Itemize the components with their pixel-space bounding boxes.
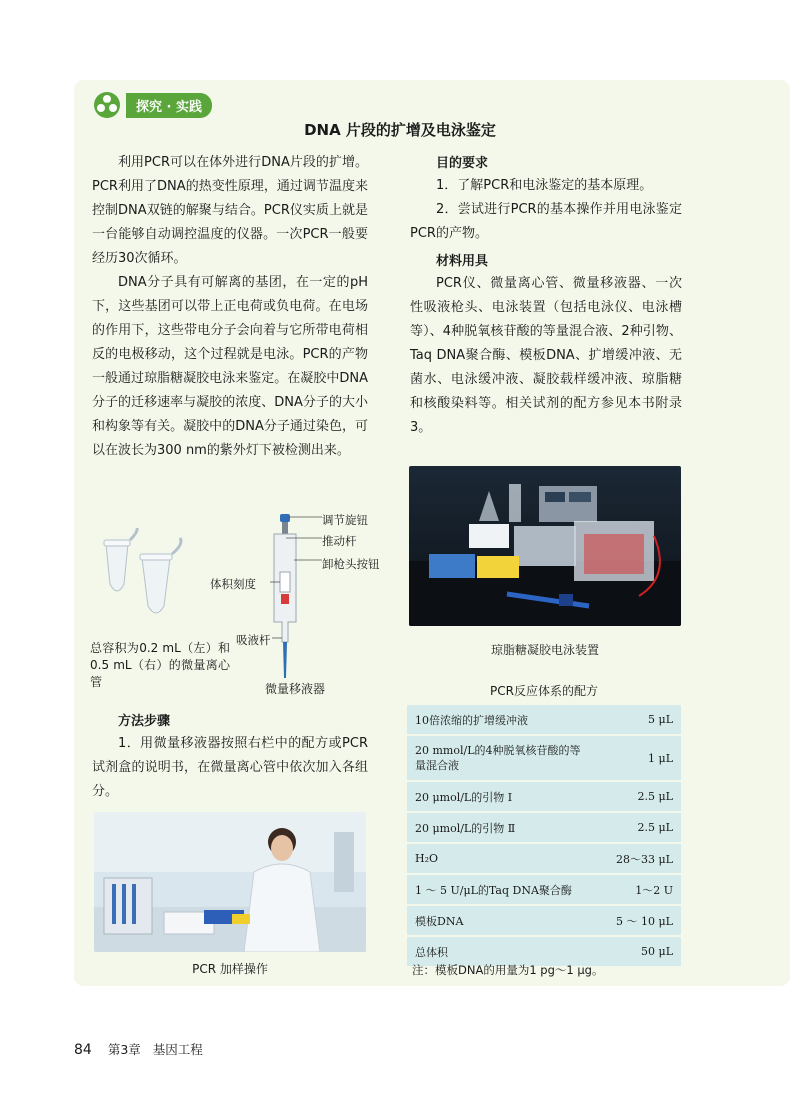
label-adjust-knob: 调节旋钮 — [322, 513, 368, 527]
pcr-operation-photo — [94, 812, 366, 952]
centrifuge-tubes-illustration — [100, 528, 190, 616]
materials-heading: 材料用具 — [436, 254, 489, 269]
recipe-item: 20 μmol/L的引物 Ⅱ — [407, 812, 595, 843]
recipe-item: 10倍浓缩的扩增缓冲液 — [407, 705, 595, 735]
recipe-amount: 2.5 μL — [595, 812, 681, 843]
recipe-amount: 28～33 μL — [595, 843, 681, 874]
recipe-amount: 1～2 U — [595, 874, 681, 905]
table-row — [407, 705, 681, 735]
materials-text: PCR仪、微量离心管、微量移液器、一次性吸液枪头、电泳装置（包括电泳仪、电泳槽等）、4种脱氧核苷酸的等量混合液、2种引物、Taq DNA聚合酶、模板DNA、扩增缓冲液、无菌水、电泳缓冲液、凝胶载样缓冲液、琼脂糖和核酸染料等。相关试剂的配方参见本书附录3。 — [410, 276, 682, 435]
recipe-item: 模板DNA — [407, 905, 595, 936]
page-number: 84 — [74, 1042, 92, 1058]
label-volume-scale: 体积刻度 — [210, 577, 256, 591]
table-row — [407, 874, 681, 905]
chapter-title: 基因工程 — [152, 1042, 203, 1057]
intro-paragraph-1: 利用PCR可以在体外进行DNA片段的扩增。PCR利用了DNA的热变性原理，通过调节温度来控制DNA双链的解聚与结合。PCR仪实质上就是一台能够自动调控温度的仪器。一次PCR一般要经历30次循环。 — [92, 155, 368, 266]
chapter-number: 第3章 — [107, 1042, 141, 1057]
recipe-item: H₂O — [407, 843, 595, 874]
recipe-item: 1 ～ 5 U/μL的Taq DNA聚合酶 — [407, 874, 595, 905]
recipe-item: 总体积 — [407, 936, 595, 967]
page-footer — [74, 1040, 203, 1058]
recipe-amount: 5 μL — [595, 705, 681, 735]
pcr-recipe-table — [407, 705, 681, 968]
method-step-1: 1．用微量移液器按照右栏中的配方或PCR试剂盒的说明书，在微量离心管中依次加入各组分。 — [92, 736, 368, 799]
goal-item-1: 1．了解PCR和电泳鉴定的基本原理。 — [436, 178, 653, 193]
recipe-amount: 1 μL — [595, 735, 681, 781]
explore-logo-icon — [92, 90, 122, 120]
goal-item-2: 2．尝试进行PCR的基本操作并用电泳鉴定PCR的产物。 — [410, 202, 682, 241]
recipe-item: 20 mmol/L的4种脱氧核苷酸的等量混合液 — [407, 735, 595, 781]
goal-heading: 目的要求 — [436, 156, 489, 171]
table-row — [407, 735, 681, 781]
recipe-caption: PCR反应体系的配方 — [490, 684, 598, 698]
electrophoresis-photo — [409, 466, 681, 626]
page-title: DNA 片段的扩增及电泳鉴定 — [304, 121, 496, 139]
label-eject-button: 卸枪头按钮 — [322, 557, 380, 571]
tubes-caption: 总容积为0.2 mL（左）和0.5 mL（右）的微量离心管 — [90, 641, 230, 689]
method-heading: 方法步骤 — [118, 714, 171, 729]
table-row — [407, 812, 681, 843]
pipette-caption: 微量移液器 — [264, 682, 325, 696]
pipette-leader-lines — [260, 510, 322, 640]
recipe-note: 注：模板DNA的用量为1 pg～1 μg。 — [412, 963, 604, 977]
table-row — [407, 905, 681, 936]
section-tag: 探究 · 实践 — [126, 93, 212, 118]
recipe-amount: 5 ～ 10 μL — [595, 905, 681, 936]
electrophoresis-caption: 琼脂糖凝胶电泳装置 — [490, 643, 599, 657]
recipe-item: 20 μmol/L的引物 Ⅰ — [407, 781, 595, 812]
label-suction-shaft: 吸液杆 — [236, 633, 271, 647]
pcr-operation-caption: PCR 加样操作 — [192, 962, 268, 976]
label-plunger: 推动杆 — [322, 534, 357, 548]
recipe-amount: 2.5 μL — [595, 781, 681, 812]
recipe-amount: 50 μL — [595, 936, 681, 967]
intro-paragraph-2: DNA分子具有可解离的基团，在一定的pH下，这些基团可以带上正电荷或负电荷。在电场的作用下，这些带电分子会向着与它所带电荷相反的电极移动，这个过程就是电泳。PCR的产物一般通过琼脂糖凝胶电泳来鉴定。在凝胶中DNA分子的迁移速率与凝胶的浓度、DNA分子的大小和构象等有关。凝胶中的DNA分子通过染色，可以在波长为300 nm的紫外灯下被检测出来。 — [92, 275, 368, 458]
section-header — [92, 92, 212, 118]
table-row — [407, 781, 681, 812]
table-row — [407, 843, 681, 874]
